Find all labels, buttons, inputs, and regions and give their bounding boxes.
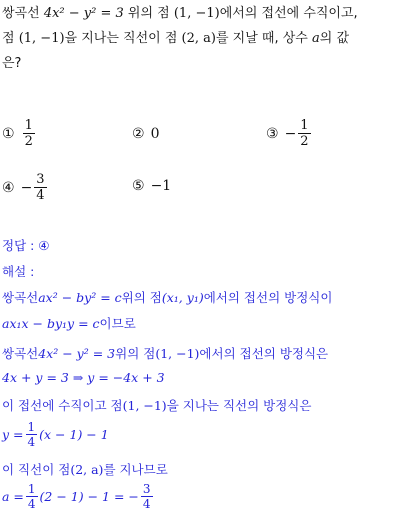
equation-mid: (2 − 1) − 1 = − xyxy=(39,489,139,504)
solution-line-5 xyxy=(2,344,328,362)
variable: a xyxy=(312,31,320,46)
denominator: 4 xyxy=(27,435,36,449)
choice-marker: ① xyxy=(2,125,15,142)
text: 을 지나는 직선의 방정식은 xyxy=(166,398,312,413)
denominator: 2 xyxy=(300,134,309,149)
choice-marker: ② xyxy=(132,126,145,142)
text: 이 접선에 수직이고 점 xyxy=(2,398,123,413)
question-line-1 xyxy=(2,2,398,27)
solution-line-7 xyxy=(2,396,311,414)
numerator: 3 xyxy=(142,482,151,496)
explanation-label-line xyxy=(2,262,34,280)
choice-2[interactable] xyxy=(132,126,159,142)
sign: − xyxy=(284,125,297,142)
fraction xyxy=(26,482,38,511)
numerator: 3 xyxy=(36,172,45,187)
choice-1[interactable] xyxy=(2,118,37,149)
equation-lhs: y = xyxy=(2,427,24,442)
point: (2, a) xyxy=(181,31,216,46)
text: 를 지날 때, 상수 xyxy=(215,31,312,46)
text: 의 값 xyxy=(319,31,350,46)
text: 이 직선이 점 xyxy=(2,462,71,477)
answer-line xyxy=(2,236,50,254)
text: 위의 점 xyxy=(121,290,162,305)
numerator: 1 xyxy=(27,482,36,496)
text: 위의 점 xyxy=(115,346,156,361)
question-line-3 xyxy=(2,52,398,77)
answer-label: 정답 : ④ xyxy=(2,238,50,253)
solution-line-10 xyxy=(2,482,155,511)
choice-value: −1 xyxy=(150,178,172,194)
text: 을 지나는 직선이 점 xyxy=(64,31,182,46)
text: 에서의 접선의 방정식은 xyxy=(199,346,329,361)
numerator: 1 xyxy=(24,118,33,133)
solution-line-8 xyxy=(2,420,109,449)
point: (x₁, y₁) xyxy=(161,289,204,305)
choice-marker: ④ xyxy=(2,179,15,196)
denominator: 4 xyxy=(27,497,36,511)
solution-line-4 xyxy=(2,314,136,332)
text: 쌍곡선 xyxy=(2,346,39,361)
explanation-label: 해설 : xyxy=(2,264,35,279)
solution-line-6 xyxy=(2,370,165,385)
equation: ax₁x − by₁y = c xyxy=(2,315,100,331)
equation: 4x + y = 3 ⇒ y = −4x + 3 xyxy=(2,370,165,385)
solution-line-9 xyxy=(2,460,168,478)
equation-lhs: a = xyxy=(2,489,24,504)
numerator: 1 xyxy=(300,118,309,133)
text: 쌍곡선 xyxy=(2,6,44,21)
choice-4[interactable] xyxy=(2,172,49,203)
hyperbola-equation: 4x² − y² = 3 xyxy=(43,6,124,21)
solution-line-3 xyxy=(2,288,332,306)
choice-marker: ⑤ xyxy=(132,178,145,194)
text: 를 지나므로 xyxy=(103,462,168,477)
equation: ax² − by² = c xyxy=(38,289,122,305)
question-line-2 xyxy=(2,27,398,52)
numerator: 1 xyxy=(27,420,36,434)
choice-value: 0 xyxy=(150,126,160,142)
fraction xyxy=(298,118,310,149)
choice-marker: ③ xyxy=(266,125,279,142)
point: (1, −1) xyxy=(122,397,167,413)
point: (1, −1) xyxy=(173,6,220,21)
point: (2, a) xyxy=(70,461,104,477)
fraction xyxy=(23,118,35,149)
text: 은? xyxy=(2,56,22,71)
text: 위의 점 xyxy=(123,6,174,21)
denominator: 2 xyxy=(24,134,33,149)
equation: 4x² − y² = 3 xyxy=(38,345,116,361)
denominator: 4 xyxy=(36,188,45,203)
choice-3[interactable] xyxy=(266,118,313,149)
text: 쌍곡선 xyxy=(2,290,39,305)
fraction xyxy=(26,420,38,449)
text: 에서의 접선의 방정식이 xyxy=(203,290,333,305)
point: (1, −1) xyxy=(155,345,200,361)
sign: − xyxy=(20,179,33,196)
fraction xyxy=(34,172,46,203)
text: 에서의 접선에 수직이고, xyxy=(219,6,358,21)
equation-rhs: (x − 1) − 1 xyxy=(39,427,109,442)
point: (1, −1) xyxy=(18,31,65,46)
denominator: 4 xyxy=(142,497,151,511)
fraction xyxy=(141,482,153,511)
text: 점 xyxy=(2,31,19,46)
question-text xyxy=(2,2,398,77)
choice-5[interactable] xyxy=(132,178,171,194)
text: 이므로 xyxy=(99,316,136,331)
